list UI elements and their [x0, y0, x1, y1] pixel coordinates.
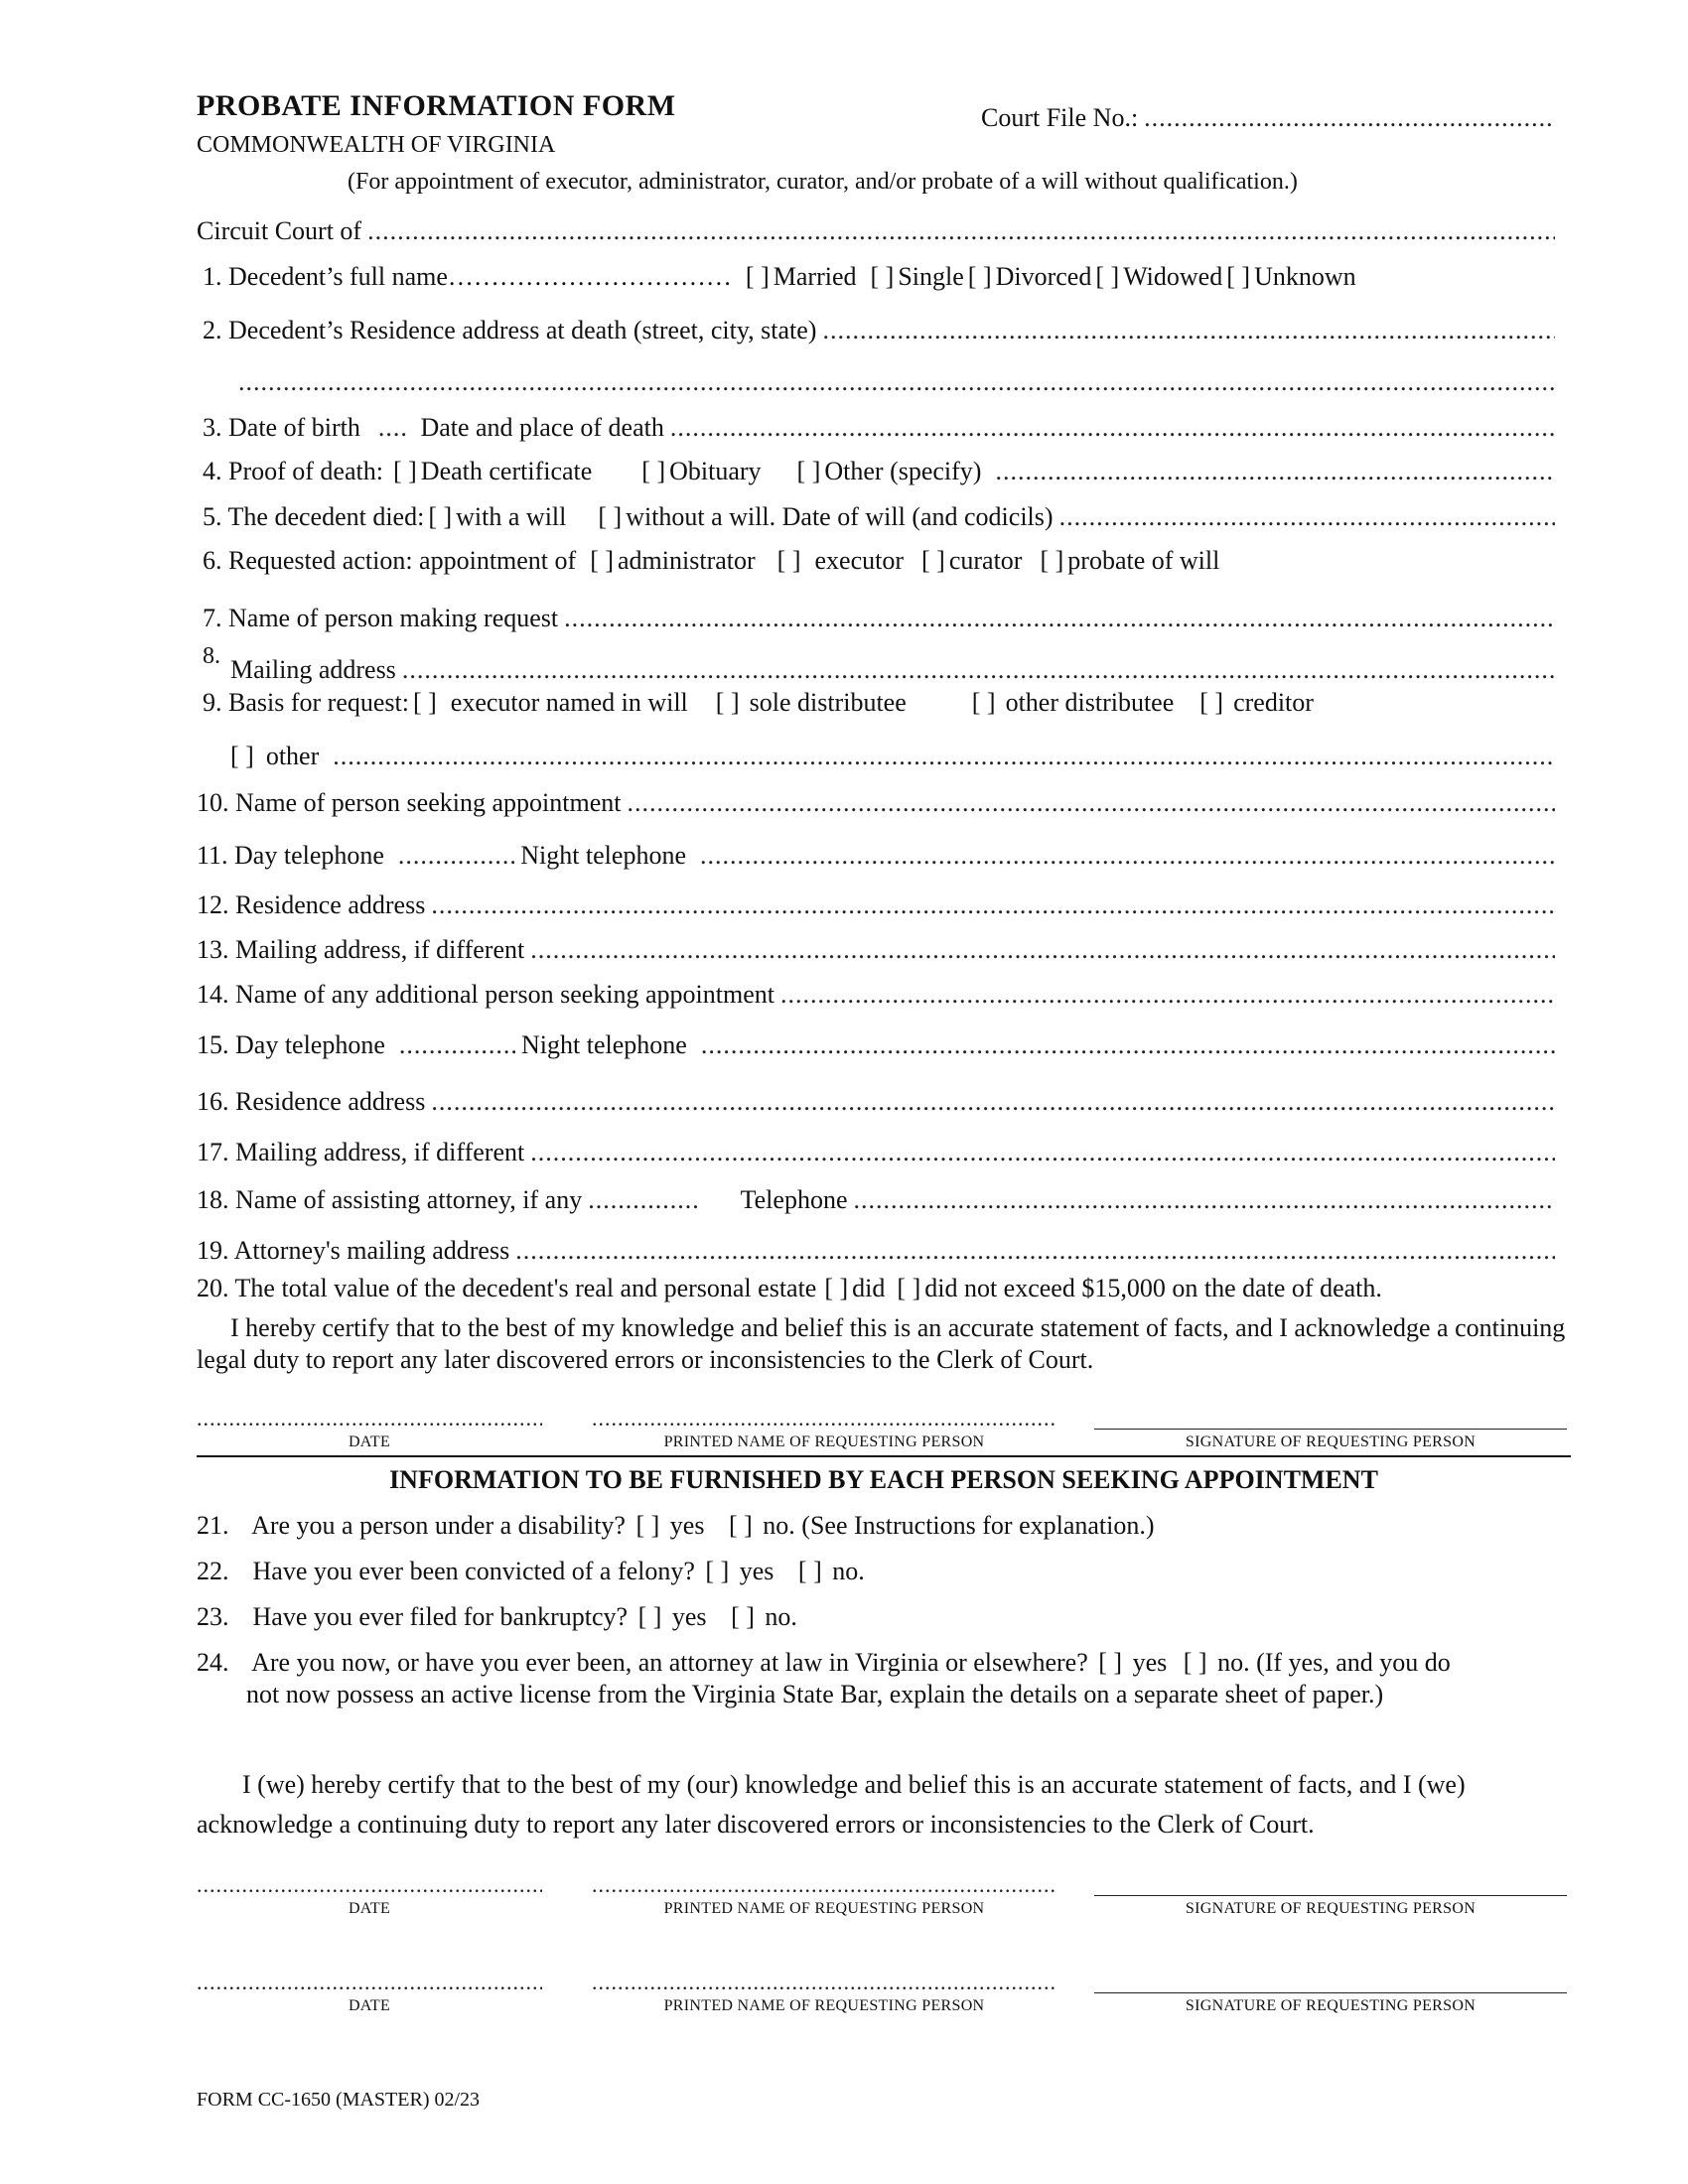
signature-line-1[interactable]: [1094, 1429, 1567, 1430]
q21-yes-checkbox[interactable]: [ ]: [635, 1511, 660, 1540]
item-7-requester-name[interactable]: [203, 604, 1557, 633]
date-of-will-line[interactable]: [1059, 502, 1555, 532]
without-will-label: without a will. Date of will (and codicils): [626, 502, 1054, 531]
q22-number: 22.: [197, 1557, 229, 1585]
item-19-attorney-address[interactable]: [197, 1236, 1557, 1266]
attorney-name-line[interactable]: [588, 1185, 700, 1215]
date-caption-3: DATE: [348, 1997, 391, 2014]
signature-caption-2: SIGNATURE OF REQUESTING PERSON: [1185, 1900, 1477, 1917]
other-basis-checkbox[interactable]: [ ]: [230, 742, 254, 770]
item-8-mailing-address[interactable]: [230, 655, 1557, 685]
attorney-name-label: 18. Name of assisting attorney, if any: [197, 1185, 583, 1214]
sole-distributee-checkbox[interactable]: [ ]: [715, 688, 740, 717]
residence-at-death-line[interactable]: [822, 316, 1555, 345]
item-12-residence[interactable]: [197, 890, 1557, 920]
single-checkbox[interactable]: [ ]: [870, 262, 895, 291]
did-label: did: [852, 1274, 886, 1302]
administrator-checkbox[interactable]: [ ]: [590, 546, 615, 575]
requester-mailing-label: Mailing address: [230, 655, 396, 684]
purpose-note: (For appointment of executor, administrator, curator, and/or probate of a will without qualification.): [348, 169, 1298, 195]
widowed-checkbox[interactable]: [ ]: [1095, 262, 1120, 291]
requester-name-line[interactable]: [564, 604, 1555, 633]
executor-named-checkbox[interactable]: [ ]: [412, 688, 437, 717]
attorney-address-line[interactable]: [515, 1236, 1555, 1266]
additional-appointee-label: 14. Name of any additional person seeking appointment: [197, 980, 774, 1009]
item-16-residence[interactable]: [197, 1087, 1557, 1117]
probate-of-will-label: probate of will: [1067, 546, 1220, 575]
q21-no-checkbox[interactable]: [ ]: [728, 1511, 753, 1540]
date-line-1[interactable]: [197, 1406, 542, 1432]
item-5-will[interactable]: [203, 502, 1557, 532]
q21-text: Are you a person under a disability?: [251, 1511, 626, 1540]
signature-row-1: [197, 1412, 1567, 1451]
item-2-residence-line2[interactable]: [238, 367, 1557, 397]
question-21: [197, 1511, 1155, 1541]
item-8-number: 8.: [203, 643, 220, 669]
q22-no-checkbox[interactable]: [ ]: [797, 1557, 822, 1585]
printed-name-line-2[interactable]: [592, 1872, 1056, 1898]
appointee-residence-line[interactable]: [431, 890, 1555, 920]
divorced-checkbox[interactable]: [ ]: [967, 262, 992, 291]
other-distributee-label: other distributee: [1005, 688, 1175, 717]
item-1-decedent-name[interactable]: [203, 262, 1569, 292]
additional-mailing-line[interactable]: [530, 1138, 1555, 1167]
requester-name-label: 7. Name of person making request: [203, 604, 559, 632]
q24-yes-checkbox[interactable]: [ ]: [1098, 1648, 1123, 1677]
estate-value-label: 20. The total value of the decedent's real and personal estate: [197, 1274, 817, 1302]
sole-distributee-label: sole distributee: [749, 688, 907, 717]
q24-number: 24.: [197, 1648, 229, 1677]
signature-caption-1: SIGNATURE OF REQUESTING PERSON: [1185, 1433, 1477, 1450]
probate-checkbox[interactable]: [ ]: [1040, 546, 1064, 575]
date-place-death-line[interactable]: [670, 413, 1555, 443]
circuit-court-line[interactable]: [367, 216, 1555, 246]
additional-residence-line[interactable]: [431, 1087, 1555, 1117]
q21-number: 21.: [197, 1511, 229, 1540]
q22-no-label: no.: [832, 1557, 865, 1585]
with-will-label: with a will: [456, 502, 567, 531]
item-9-basis[interactable]: [203, 688, 1557, 718]
form-title: PROBATE INFORMATION FORM: [197, 89, 676, 122]
basis-for-request-label: 9. Basis for request:: [203, 688, 409, 717]
night-telephone-2-label: Night telephone: [521, 1030, 687, 1059]
date-caption-2: DATE: [348, 1900, 391, 1917]
did-not-exceed-label: did not exceed $15,000 on the date of death.: [924, 1274, 1382, 1302]
item-18-attorney[interactable]: [197, 1185, 1557, 1215]
death-certificate-label: Death certificate: [420, 457, 593, 485]
certification-statement-1: I hereby certify that to the best of my knowledge and belief this is an accurate statement of facts, and I acknowledge a continuing legal duty to report any later discovered errors or inconsistencies to the Clerk of Court.: [197, 1313, 1566, 1374]
section-2-heading: INFORMATION TO BE FURNISHED BY EACH PERSON SEEKING APPOINTMENT: [389, 1465, 1378, 1494]
q24-no-label: no. (If yes, and you do: [1217, 1648, 1451, 1677]
attorney-telephone-label: Telephone: [740, 1185, 848, 1214]
residence-at-death-line-2[interactable]: [238, 367, 1555, 397]
commonwealth-label: COMMONWEALTH OF VIRGINIA: [197, 132, 556, 158]
creditor-label: creditor: [1233, 688, 1314, 717]
date-of-birth-line[interactable]: [378, 413, 407, 443]
attorney-address-label: 19. Attorney's mailing address: [197, 1236, 510, 1265]
night-telephone-label: Night telephone: [520, 841, 686, 870]
signature-caption-3: SIGNATURE OF REQUESTING PERSON: [1185, 1997, 1477, 2014]
other-proof-checkbox[interactable]: [ ]: [796, 457, 821, 485]
q23-no-checkbox[interactable]: [ ]: [731, 1602, 755, 1631]
q23-number: 23.: [197, 1602, 229, 1631]
curator-label: curator: [948, 546, 1023, 575]
additional-mailing-label: 17. Mailing address, if different: [197, 1138, 525, 1166]
residence-at-death-label: 2. Decedent’s Residence address at death (street, city, state): [203, 316, 817, 344]
day-telephone-2-label: 15. Day telephone: [197, 1030, 385, 1059]
item-14-additional-appointee[interactable]: [197, 980, 1557, 1010]
item-9-other[interactable]: [230, 742, 1557, 771]
date-line-3[interactable]: [197, 1970, 542, 1995]
other-proof-label: Other (specify): [824, 457, 982, 485]
other-distributee-checkbox[interactable]: [ ]: [971, 688, 996, 717]
decedent-name-label: 1. Decedent’s full name……………………………: [203, 262, 732, 291]
q22-text: Have you ever been convicted of a felony?: [252, 1557, 695, 1585]
q22-yes-label: yes: [739, 1557, 774, 1585]
obituary-checkbox[interactable]: [ ]: [641, 457, 666, 485]
q24-text: Are you now, or have you ever been, an attorney at law in Virginia or elsewhere?: [251, 1648, 1088, 1677]
item-6-requested-action[interactable]: [203, 546, 1557, 576]
executor-label: executor: [814, 546, 904, 575]
requested-action-label: 6. Requested action: appointment of: [203, 546, 577, 575]
q22-yes-checkbox[interactable]: [ ]: [705, 1557, 730, 1585]
appointee-mailing-label: 13. Mailing address, if different: [197, 935, 525, 964]
printed-name-line-3[interactable]: [592, 1970, 1056, 1995]
q24-no-checkbox[interactable]: [ ]: [1183, 1648, 1207, 1677]
death-certificate-checkbox[interactable]: [ ]: [392, 457, 417, 485]
date-caption-1: DATE: [348, 1433, 391, 1450]
circuit-court-field[interactable]: [197, 216, 1557, 246]
item-11-telephone[interactable]: [197, 841, 1557, 871]
day-telephone-label: 11. Day telephone: [197, 841, 384, 870]
signature-row-3: [197, 1976, 1567, 2015]
item-13-mailing[interactable]: [197, 935, 1557, 965]
day-telephone-2-line[interactable]: [399, 1030, 515, 1060]
other-basis-label: other: [265, 742, 320, 770]
q24-yes-label: yes: [1132, 1648, 1168, 1677]
proof-of-death-label: 4. Proof of death:: [203, 457, 383, 485]
printed-name-caption-2: PRINTED NAME OF REQUESTING PERSON: [663, 1900, 985, 1917]
circuit-court-label: Circuit Court of: [197, 216, 362, 245]
item-2-residence[interactable]: [203, 316, 1557, 345]
form-number-footer: FORM CC-1650 (MASTER) 02/23: [197, 2089, 481, 2111]
executor-named-label: executor named in will: [450, 688, 688, 717]
without-will-checkbox[interactable]: [ ]: [598, 502, 623, 531]
section-divider: [197, 1455, 1571, 1457]
signature-line-2[interactable]: [1094, 1895, 1567, 1896]
divorced-label: Divorced: [995, 262, 1092, 291]
executor-checkbox[interactable]: [ ]: [776, 546, 801, 575]
printed-name-caption-3: PRINTED NAME OF REQUESTING PERSON: [663, 1997, 985, 2014]
creditor-checkbox[interactable]: [ ]: [1199, 688, 1224, 717]
married-checkbox[interactable]: [ ]: [745, 262, 770, 291]
q21-yes-label: yes: [669, 1511, 705, 1540]
item-15-telephone[interactable]: [197, 1030, 1557, 1060]
q21-no-label: no. (See Instructions for explanation.): [763, 1511, 1155, 1540]
question-23: [197, 1602, 797, 1632]
q23-yes-label: yes: [671, 1602, 707, 1631]
other-basis-line[interactable]: [333, 742, 1555, 771]
item-17-mailing[interactable]: [197, 1138, 1557, 1167]
unknown-label: Unknown: [1254, 262, 1356, 291]
date-place-death-label: Date and place of death: [420, 413, 664, 442]
court-file-label: Court File No.:: [981, 103, 1139, 132]
item-10-appointee-name[interactable]: [197, 788, 1557, 818]
obituary-label: Obituary: [669, 457, 762, 485]
single-label: Single: [898, 262, 964, 291]
additional-appointee-line[interactable]: [780, 980, 1555, 1010]
date-line-2[interactable]: [197, 1872, 542, 1898]
widowed-label: Widowed: [1123, 262, 1223, 291]
married-label: Married: [773, 262, 857, 291]
signature-row-2: [197, 1878, 1567, 1918]
q23-yes-checkbox[interactable]: [ ]: [637, 1602, 662, 1631]
court-file-field[interactable]: [981, 103, 1557, 133]
unknown-checkbox[interactable]: [ ]: [1226, 262, 1251, 291]
certification-statement-2: I (we) hereby certify that to the best of my (our) knowledge and belief this is an accurate statement of facts, and I (we) acknowledge a continuing duty to report any later discovered errors or inconsistencies to the Clerk of Court.: [197, 1770, 1466, 1839]
item-20-estate-value[interactable]: [197, 1274, 1557, 1303]
administrator-label: administrator: [618, 546, 756, 575]
appointee-name-line[interactable]: [627, 788, 1555, 818]
signature-line-3[interactable]: [1094, 1992, 1567, 1993]
with-will-checkbox[interactable]: [ ]: [428, 502, 453, 531]
requester-mailing-line[interactable]: [402, 655, 1555, 685]
attorney-telephone-line[interactable]: [854, 1185, 1556, 1215]
additional-residence-label: 16. Residence address: [197, 1087, 426, 1116]
item-4-proof-of-death[interactable]: [203, 457, 1557, 486]
night-telephone-line[interactable]: [700, 841, 1555, 871]
printed-name-line-1[interactable]: [592, 1406, 1056, 1432]
night-telephone-2-line[interactable]: [701, 1030, 1555, 1060]
day-telephone-line[interactable]: [398, 841, 514, 871]
item-3-birth-death[interactable]: [203, 413, 1557, 443]
curator-checkbox[interactable]: [ ]: [921, 546, 945, 575]
printed-name-caption-1: PRINTED NAME OF REQUESTING PERSON: [663, 1433, 985, 1450]
did-exceed-checkbox[interactable]: [ ]: [824, 1274, 849, 1302]
date-of-birth-label: 3. Date of birth: [203, 413, 360, 442]
appointee-mailing-line[interactable]: [530, 935, 1555, 965]
q23-text: Have you ever filed for bankruptcy?: [252, 1602, 629, 1631]
q23-no-label: no.: [765, 1602, 797, 1631]
question-24: [197, 1648, 1451, 1678]
court-file-line[interactable]: [1144, 103, 1555, 133]
decedent-died-label: 5. The decedent died:: [203, 502, 425, 531]
did-not-exceed-checkbox[interactable]: [ ]: [897, 1274, 921, 1302]
q24-continuation: not now possess an active license from the Virginia State Bar, explain the details on a separate sheet of paper.): [246, 1680, 1384, 1708]
other-proof-line[interactable]: [995, 457, 1555, 486]
appointee-residence-label: 12. Residence address: [197, 890, 426, 919]
question-22: [197, 1557, 865, 1586]
appointee-name-label: 10. Name of person seeking appointment: [197, 788, 622, 817]
